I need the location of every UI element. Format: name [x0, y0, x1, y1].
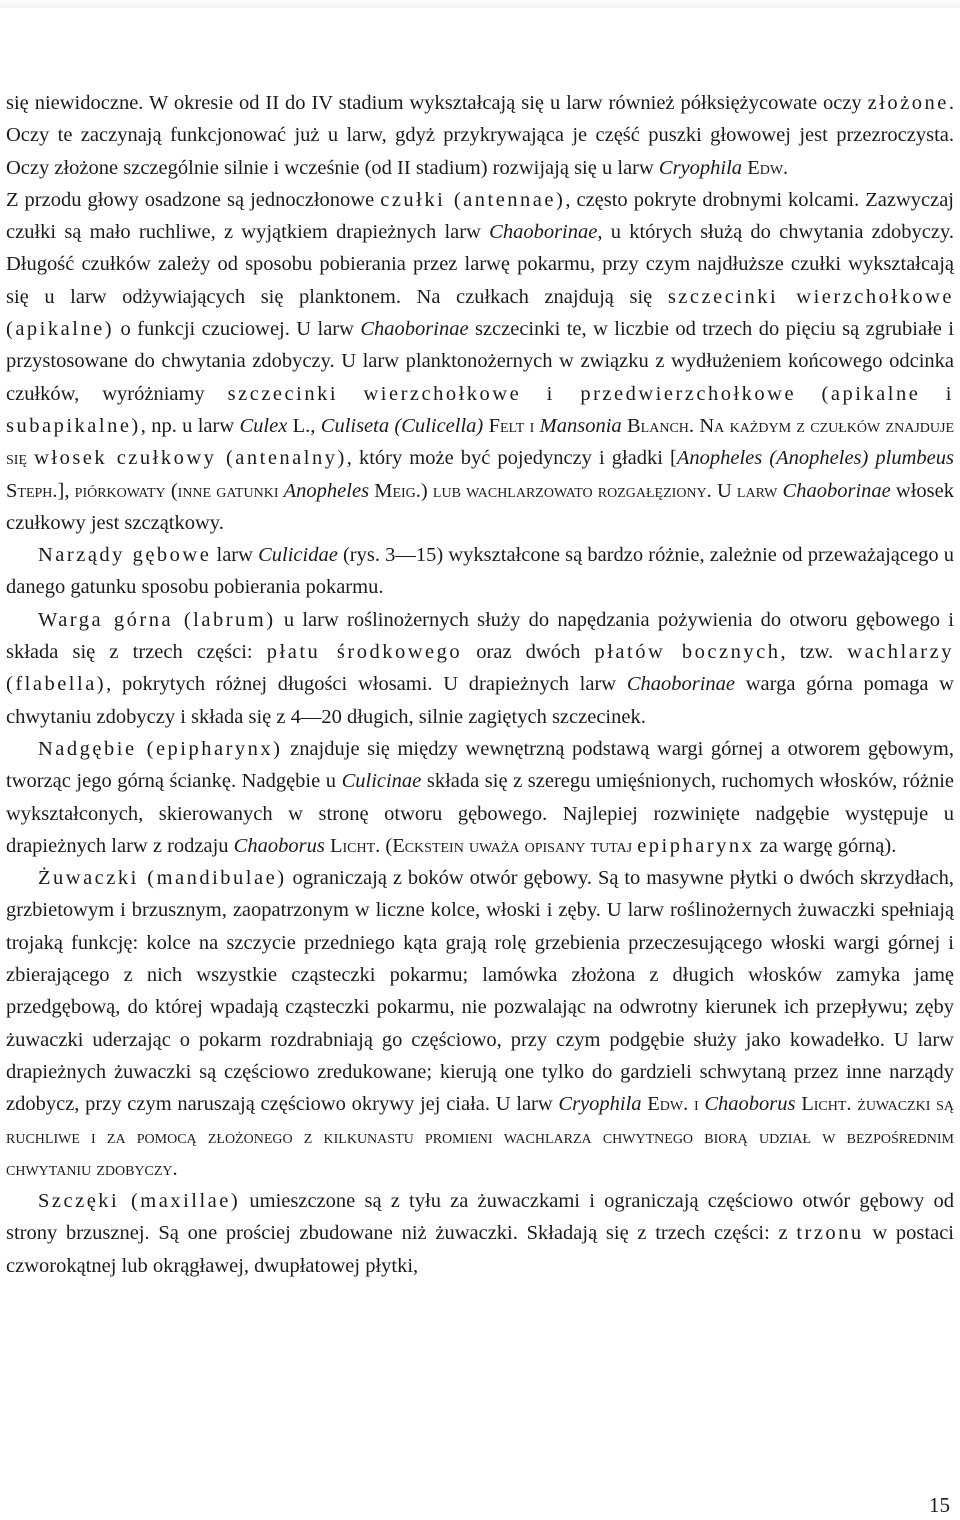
- taxon-name: Culicidae: [258, 544, 338, 567]
- text-run: za wargę górną).: [754, 834, 897, 857]
- taxon-name: Culex: [239, 414, 288, 437]
- text-run: w postaci czworokątnej lub okrągławej, dwupłatowej płytki,: [6, 1222, 954, 1277]
- text-run: L.,: [287, 414, 321, 437]
- spaced-term: czułki (antennae): [380, 188, 566, 211]
- text-run: , który może być pojedynczy i gładki [: [346, 447, 677, 470]
- spaced-term: Nadgębie (epipharynx): [38, 737, 283, 760]
- text-run: , tzw.: [780, 641, 848, 664]
- scan-top-edge: [0, 0, 960, 8]
- paragraph-compound-eyes-and-antennae: [6, 87, 954, 539]
- author-name: Steph.], piórkowaty (inne gatunki: [6, 479, 284, 502]
- spaced-term: wachlarzy (flabella): [6, 641, 954, 696]
- spaced-term: Warga górna (labrum): [38, 608, 276, 631]
- text-run: , często pokryte drobnymi kolcami. Zazwyczaj czułki są mało ruchliwe, z wyjątkiem drapieżnych larw: [6, 188, 954, 244]
- spaced-term: szczecinki wierzchołkowe (apikalne): [6, 285, 954, 341]
- taxon-name: Mansonia: [539, 414, 622, 437]
- text-run: włosek czułkowy jest szczątkowy.: [6, 479, 955, 534]
- text-run: o funkcji czuciowej. U larw: [114, 318, 361, 341]
- text-run: u larw roślinożernych służy do napędzania pożywienia do otworu gębowego i składa się z trzech części:: [6, 608, 954, 664]
- text-run: znajduje się między wewnętrzną podstawą wargi górnej a otworem gębowym, tworząc jego górną ściankę. Nadgębie u: [6, 737, 955, 793]
- text-run: (rys. 3—15) wykształcone są bardzo różnie, zależnie od przeważającego u danego gatunku sposobu pobierania pokarmu.: [6, 544, 954, 599]
- spaced-term: płatów bocznych: [594, 641, 781, 664]
- text-run: składa się z szeregu umięśnionych, ruchomych włosków, różnie wykształconych, skierowanych w stronę otworu gębowego. Najlepiej rozwinięte nadgębie występuje u drapieżnych larw z rodzaju: [6, 770, 954, 857]
- taxon-name: Cryophila: [558, 1093, 642, 1116]
- text-run: Z przodu głowy osadzone są jednoczłonowe: [6, 188, 381, 211]
- taxon-name: Culicinae: [341, 770, 422, 793]
- page-body-text: [6, 87, 954, 1282]
- taxon-name: Chaoborinae: [360, 318, 469, 341]
- paragraph-labrum: [6, 604, 954, 733]
- taxon-name: Chaoborinae: [489, 221, 598, 244]
- paragraph-maxillae: [6, 1185, 954, 1282]
- text-run: się niewidoczne. W okresie od II do IV stadium wykształcają się u larw również półksiężycowate oczy: [6, 92, 868, 114]
- author-name: Blanch. Na każdym z czułków znajduje się: [6, 414, 954, 470]
- text-run: szczecinki te, w liczbie od trzech do pięciu są zgrubiałe i przystosowane do chwytania zdobyczy. U larw planktonożernych w związku z wydłużeniem końcowego odcinka czułków, wyróżniamy: [6, 318, 955, 405]
- text-run: larw: [211, 544, 259, 567]
- text-run: ograniczają z boków otwór gębowy. Są to masywne płytki o dwóch skrzydłach, grzbietowym i brzusznym, zaopatrzonym w liczne kolce, włoski i zęby. U larw roślinożernych żuwaczki spełniają trojaką funkcję: kolce na szczycie przedniego kąta grają rolę grzebienia przeczesującego włoski wargi górnej i zbierającego z nich wszystkie cząsteczki pokarmu; lamówka złożona z długich włosków zamyka jamę przedgębową, do której wpadają cząsteczki pokarmu, nie pozwalając na odwrotny kierunek ich przepływu; zęby żuwaczki uderzając o pokarm rozdrabniają go częściowo, przy czym podgębie służy jako kowadełko. U larw drapieżnych żuwaczki są częściowo zredukowane; kierują one tylko do gardzieli schwytaną przez inne narządy zdobycz, przy czym naruszają częściowo okrywy jej ciała. U larw: [6, 867, 955, 1116]
- spaced-term: trzonu: [796, 1222, 864, 1245]
- text-run: , np. u larw: [140, 414, 240, 437]
- spaced-term: złożone: [867, 92, 949, 114]
- author-name: Licht. (Eckstein uważa opisany tutaj: [324, 834, 638, 857]
- spaced-term: włosek czułkowy (antenalny): [34, 447, 347, 470]
- text-run: oraz dwóch: [462, 641, 595, 664]
- author-name: Edw. i: [641, 1093, 705, 1116]
- paragraph-mouthparts: [6, 539, 954, 604]
- text-run: . Oczy te zaczynają funkcjonować już u larw, gdyż przykrywająca je część puszki głowowej jest przezroczysta. Oczy złożone szczególnie silnie i wcześnie (od II stadium) rozwijają się u larw: [6, 92, 954, 179]
- taxon-name: Chaoborinae: [626, 673, 736, 696]
- text-run: umieszczone są z tyłu za żuwaczkami i ograniczają częściowo otwór gębowy od strony brzusznej. Są one prościej zbudowane niż żuwaczki. Składają się z trzech części: z: [6, 1190, 954, 1245]
- spaced-term: epipharynx: [637, 834, 755, 857]
- spaced-term: Żuwaczki (mandibulae): [38, 867, 287, 890]
- author-name: Licht. żuwaczki są ruchliwe i za pomocą złożonego z kilkunastu promieni wachlarza chwytnego biorą udział w bezpośrednim chwytaniu zdobyczy.: [6, 1093, 954, 1180]
- author-name: Felt i: [483, 414, 540, 437]
- spaced-term: Szczęki (maxillae): [38, 1190, 241, 1213]
- spaced-term: Narządy gębowe: [38, 544, 212, 567]
- author-name: Meig.) lub wachlarzowato rozgałęziony. U larw: [369, 479, 783, 502]
- taxon-name: Anopheles (Anopheles) plumbeus: [676, 447, 954, 470]
- taxon-name: Chaoborus: [704, 1093, 796, 1116]
- taxon-name: Cryophila: [658, 156, 743, 179]
- taxon-name: Anopheles: [283, 479, 370, 502]
- text-run: , pokrytych różnej długości włosami. U drapieżnych larw: [106, 673, 627, 696]
- taxon-name: Chaoborus: [233, 834, 325, 857]
- text-run: warga górna pomaga w chwytaniu zdobyczy i składa się z 4—20 długich, silnie zagiętych szczecinek.: [6, 673, 954, 728]
- spaced-term: szczecinki wierzchołkowe i przedwierzchołkowe (apikalne i subapikalne): [6, 382, 954, 437]
- spaced-term: płatu środkowego: [266, 641, 463, 664]
- page-number: 15: [929, 1493, 950, 1517]
- paragraph-epipharynx: [6, 733, 954, 862]
- taxon-name: Culiseta (Culicella): [320, 414, 484, 437]
- author-name: Edw.: [742, 156, 789, 179]
- taxon-name: Chaoborinae: [782, 479, 891, 502]
- text-run: , u których służą do chwytania zdobyczy. Długość czułków zależy od sposobu pobierania przez larwę pokarmu, przy czym najdłuższe czułki wykształcają się u larw odżywiających się planktonem. Na czułkach znajdują się: [6, 221, 954, 308]
- paragraph-mandibles: [6, 862, 954, 1185]
